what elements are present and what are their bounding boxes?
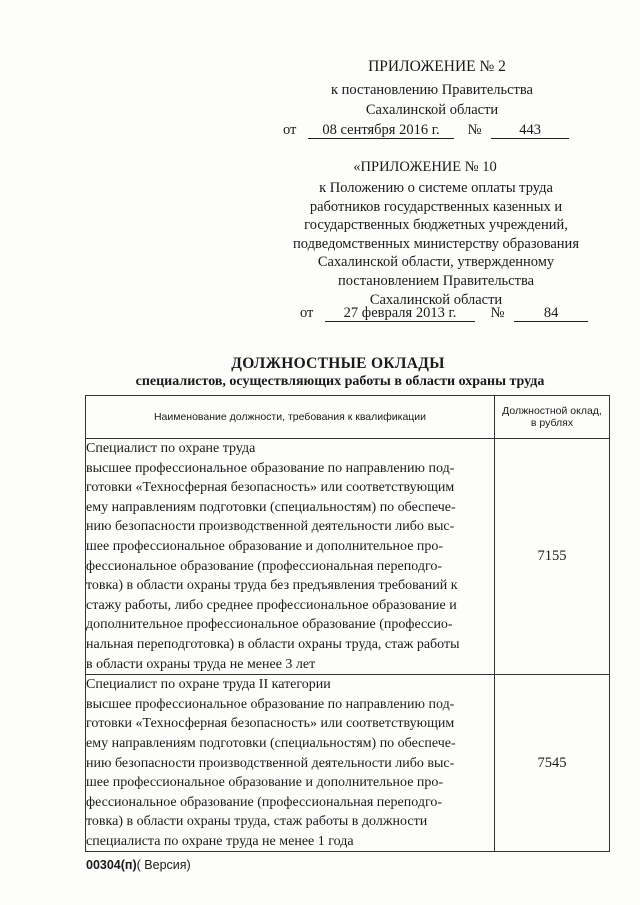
annex-10-line: государственных бюджетных учреждений, [304, 217, 568, 234]
from-label: от [300, 305, 314, 321]
decree-date: 08 сентября 2016 г. [308, 122, 454, 139]
requirement-line: нию безопасности производственной деятельности либо выс- [86, 519, 455, 535]
requirement-line: высшее профессиональное образование по направлению под- [86, 696, 455, 712]
annex-10-line: работников государственных казенных и [309, 198, 563, 215]
requirement-line: нальная переподготовка) в области охраны труда, стаж работы [86, 636, 460, 652]
requirement-line: готовки «Техносферная безопасность» или соответствующим [86, 716, 455, 732]
position-cell [86, 439, 495, 675]
requirement-line: готовки «Техносферная безопасность» или соответствующим [86, 480, 455, 496]
requirement-line: ему направлениям подготовки (специальностям) по обеспече- [86, 499, 456, 515]
salary-value: 7545 [495, 675, 610, 852]
annex-2-line-1: к постановлению Правительства [331, 82, 533, 98]
requirement-line: специалиста по охране труда не менее 1 года [86, 833, 354, 849]
annex-10-line: подведомственных министерству образования [292, 235, 579, 252]
requirement-line: товка) в области охраны труда без предъявления требований к [86, 578, 458, 594]
document-version: ( Версия) [136, 858, 191, 872]
annex-10-line: Сахалинской области [369, 291, 503, 308]
requirement-line: шее профессиональное образование и дополнительное про- [86, 775, 444, 791]
requirement-line: в области охраны труда не менее 3 лет [86, 656, 316, 672]
annex-10-title: «ПРИЛОЖЕНИЕ № 10 [353, 159, 497, 175]
regulation-number: 84 [514, 305, 588, 322]
annex-2-date-row [283, 122, 569, 139]
regulation-date: 27 февраля 2013 г. [325, 305, 475, 322]
salary-table [85, 395, 610, 852]
position-title: Специалист по охране труда II категории [86, 677, 331, 693]
requirement-line: шее профессиональное образование и дополнительное про- [86, 538, 444, 554]
annex-10-line: Сахалинской области, утвержденному [317, 254, 555, 271]
requirement-line: дополнительное профессиональное образование (профессио- [86, 617, 453, 633]
position-column-header: Наименование должности, требования к квалификации [86, 396, 495, 439]
decree-number: 443 [491, 122, 569, 139]
requirement-line: фессиональное образование (профессиональная переподго- [86, 558, 442, 574]
document-subheading: специалистов, осуществляющих работы в области охраны труда [135, 374, 545, 389]
annex-2-title: ПРИЛОЖЕНИЕ № 2 [368, 58, 506, 75]
document-footer [86, 858, 191, 872]
document-heading: ДОЛЖНОСТНЫЕ ОКЛАДЫ [231, 355, 445, 372]
requirement-line: нию безопасности производственной деятельности либо выс- [86, 755, 455, 771]
salary-header-line: в рублях [530, 417, 574, 429]
annex-10-line: постановлением Правительства [337, 272, 535, 289]
requirement-line: фессиональное образование (профессиональная переподго- [86, 794, 442, 810]
requirement-line: товка) в области охраны труда, стаж работы в должности [86, 814, 428, 830]
salary-value: 7155 [495, 439, 610, 675]
number-label: № [490, 305, 505, 321]
requirement-line: стажу работы, либо среднее профессиональное образование и [86, 597, 457, 613]
annex-10-line: к Положению о системе оплаты труда [319, 180, 553, 196]
position-title: Специалист по охране труда [86, 441, 256, 456]
from-label: от [283, 122, 297, 138]
annex-10-description [276, 179, 596, 309]
position-cell [86, 675, 495, 852]
document-code: 00304(п) [86, 858, 137, 872]
annex-10-date-row [300, 305, 588, 322]
salary-header-line: Должностной оклад, [502, 405, 602, 417]
table-header-row [86, 396, 610, 439]
number-label: № [467, 122, 482, 138]
annex-2-line-2: Сахалинской области [365, 102, 499, 118]
requirement-line: высшее профессиональное образование по направлению под- [86, 460, 455, 476]
requirement-line: ему направлениям подготовки (специальностям) по обеспече- [86, 735, 456, 751]
table-row [86, 439, 610, 675]
salary-column-header [495, 396, 610, 439]
table-row [86, 675, 610, 852]
